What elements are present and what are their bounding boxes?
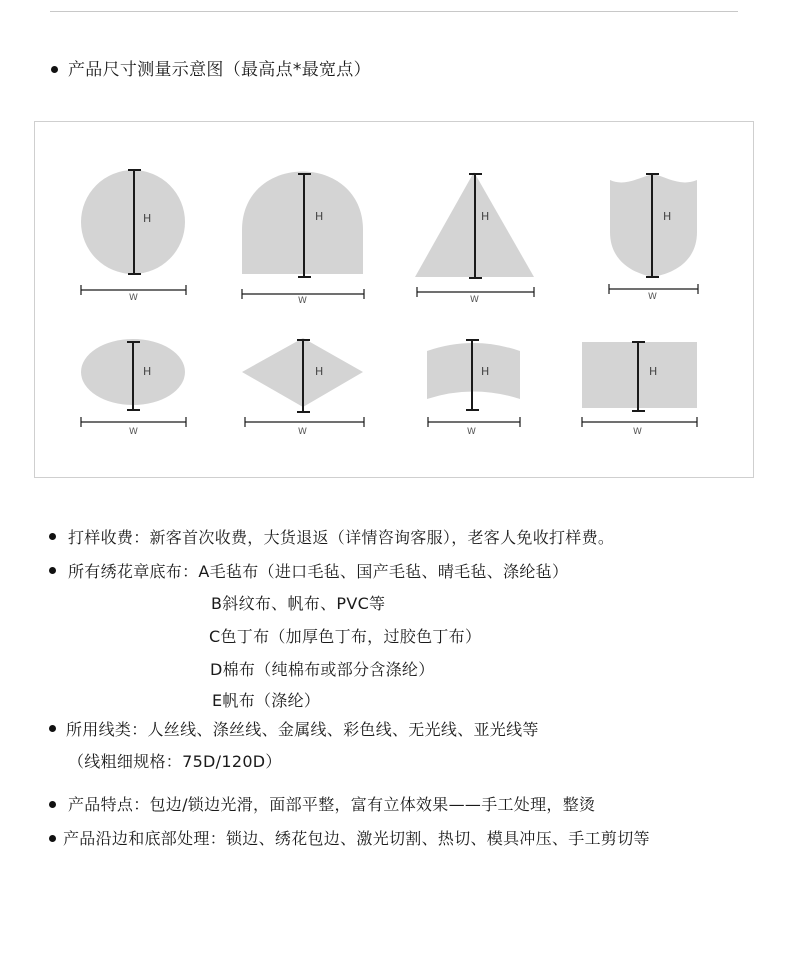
fabric-d-text: D棉布（纯棉布或部分含涤纶） <box>210 660 435 679</box>
bullet-icon <box>49 801 56 808</box>
bullet-icon <box>51 66 58 73</box>
shield-shape <box>610 174 697 277</box>
arch-shape <box>242 172 363 275</box>
bullet-icon <box>49 835 56 842</box>
fabric-b-text: B斜纹布、帆布、PVC等 <box>211 594 386 613</box>
fabric-e-text: E帆布（涤纶） <box>212 691 321 710</box>
features-text: 产品特点：包边/锁边光滑，面部平整，富有立体效果——手工处理，整烫 <box>68 795 596 814</box>
height-label: H <box>143 365 152 378</box>
size-measurement-diagram <box>34 121 754 478</box>
height-label: H <box>315 365 324 378</box>
rectangle-shape <box>582 342 697 408</box>
width-label: W <box>298 296 307 306</box>
height-label: H <box>663 210 672 223</box>
width-label: W <box>298 427 307 437</box>
bullet-icon <box>49 567 56 574</box>
height-label: H <box>315 210 324 223</box>
height-label: H <box>649 365 658 378</box>
width-label: W <box>470 295 479 305</box>
width-label: W <box>129 293 138 303</box>
height-label: H <box>481 210 490 223</box>
width-label: W <box>648 292 657 302</box>
height-label: H <box>143 212 152 225</box>
bullet-icon <box>49 725 56 732</box>
curved-banner-shape <box>427 343 520 399</box>
thread-text: 所用线类：人丝线、涤丝线、金属线、彩色线、无光线、亚光线等 <box>66 720 539 739</box>
shape-diagrams <box>35 122 753 477</box>
bullet-icon <box>49 533 56 540</box>
base-fabric-text: 所有绣花章底布：A毛毡布（进口毛毡、国产毛毡、晴毛毡、涤纶毡） <box>68 562 569 581</box>
section-heading: 产品尺寸测量示意图（最高点*最宽点） <box>68 60 371 80</box>
width-label: W <box>467 427 476 437</box>
width-label: W <box>129 427 138 437</box>
thread-spec-text: （线粗细规格：75D/120D） <box>68 752 282 771</box>
width-label: W <box>633 427 642 437</box>
edge-treatment-text: 产品沿边和底部处理：锁边、绣花包边、激光切割、热切、模具冲压、手工剪切等 <box>63 829 650 848</box>
fabric-c-text: C色丁布（加厚色丁布，过胶色丁布） <box>209 627 482 646</box>
sample-fee-text: 打样收费：新客首次收费，大货退返（详情咨询客服），老客人免收打样费。 <box>68 528 615 547</box>
height-label: H <box>481 365 490 378</box>
top-divider <box>50 11 738 12</box>
